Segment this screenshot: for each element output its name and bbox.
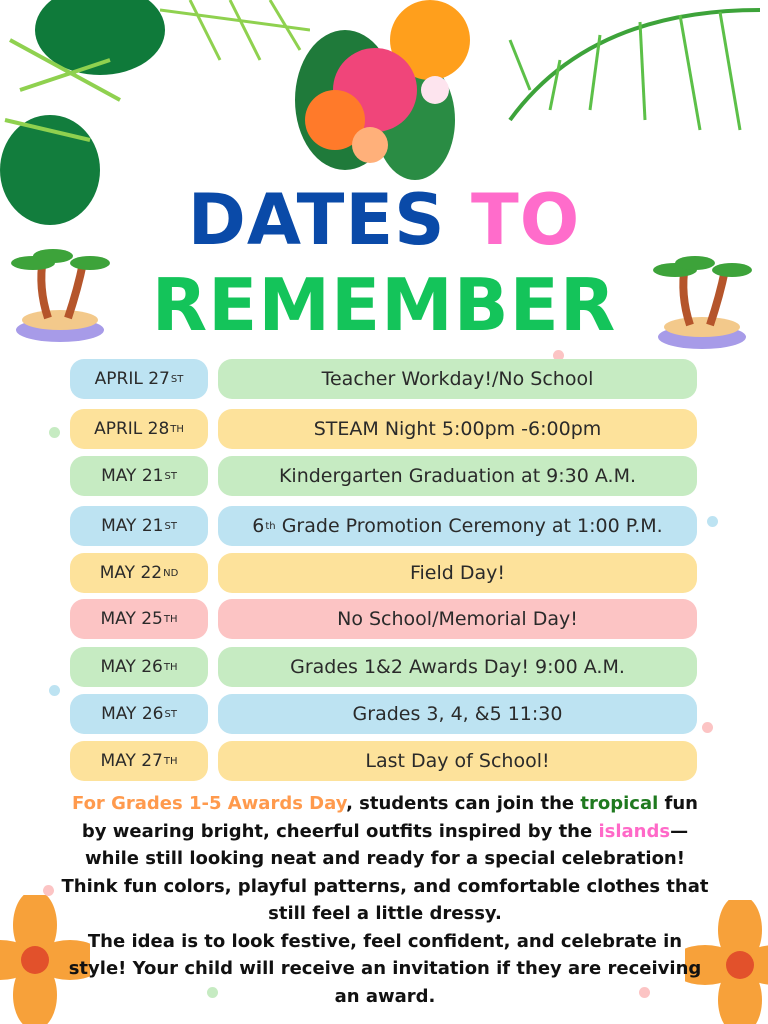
date-text: APRIL 27 bbox=[94, 369, 170, 389]
event-prefix: 6 bbox=[252, 515, 265, 537]
event-description bbox=[218, 506, 697, 546]
event-prefix-suffix: th bbox=[265, 520, 276, 532]
event-date bbox=[70, 359, 208, 399]
date-text: MAY 22 bbox=[99, 563, 163, 583]
event-text: Grades 3, 4, &5 11:30 bbox=[352, 703, 563, 725]
event-text: Last Day of School! bbox=[365, 750, 550, 772]
date-suffix: ST bbox=[164, 470, 177, 482]
event-description bbox=[218, 553, 697, 593]
event-date bbox=[70, 647, 208, 687]
decor-dot bbox=[702, 722, 713, 733]
note-highlight-awards: For Grades 1-5 Awards Day bbox=[72, 793, 347, 814]
title-to: TO bbox=[470, 179, 581, 261]
decor-dot bbox=[707, 516, 718, 527]
date-text: MAY 25 bbox=[100, 609, 163, 629]
event-date bbox=[70, 456, 208, 496]
event-description bbox=[218, 599, 697, 639]
note-text: The idea is to look festive, feel confident, and celebrate in style! Your child will receive an invitation if they are receiving an award. bbox=[68, 930, 702, 1007]
note-highlight-tropical: tropical bbox=[580, 793, 659, 814]
event-date bbox=[70, 506, 208, 546]
event-date bbox=[70, 741, 208, 781]
event-description bbox=[218, 647, 697, 687]
event-text: Field Day! bbox=[409, 562, 506, 584]
decor-dot bbox=[49, 427, 60, 438]
event-description bbox=[218, 694, 697, 734]
event-text: Teacher Workday!/No School bbox=[321, 368, 594, 390]
date-suffix: TH bbox=[163, 613, 178, 625]
event-text: Kindergarten Graduation at 9:30 A.M. bbox=[278, 465, 637, 487]
title-dates: DATES bbox=[187, 179, 446, 261]
note-highlight-islands: islands bbox=[598, 820, 671, 842]
palm-leaves-icon bbox=[470, 0, 768, 150]
date-suffix: ST bbox=[170, 373, 184, 385]
event-date bbox=[70, 409, 208, 449]
date-suffix: ST bbox=[164, 520, 177, 532]
page-title-line2: REMEMBER bbox=[151, 263, 617, 347]
note-text: , students can join the bbox=[346, 793, 581, 814]
event-description bbox=[218, 741, 697, 781]
event-description bbox=[218, 409, 697, 449]
event-text: No School/Memorial Day! bbox=[337, 608, 578, 630]
date-suffix: TH bbox=[163, 755, 178, 767]
decor-dot bbox=[43, 885, 54, 896]
date-text: MAY 27 bbox=[100, 751, 163, 771]
event-text: Grades 1&2 Awards Day! 9:00 A.M. bbox=[290, 656, 625, 678]
event-date bbox=[70, 553, 208, 593]
date-text: APRIL 28 bbox=[94, 419, 170, 439]
date-text: MAY 26 bbox=[100, 657, 163, 677]
date-text: MAY 21 bbox=[101, 466, 164, 486]
awards-note bbox=[60, 790, 710, 1010]
date-suffix: ST bbox=[164, 708, 177, 720]
event-text: STEAM Night 5:00pm -6:00pm bbox=[313, 418, 602, 440]
date-suffix: ND bbox=[163, 567, 179, 579]
hibiscus-flowers-icon bbox=[285, 0, 475, 190]
decor-dot bbox=[49, 685, 60, 696]
event-description bbox=[218, 359, 697, 399]
event-date bbox=[70, 694, 208, 734]
date-text: MAY 21 bbox=[101, 516, 164, 536]
date-suffix: TH bbox=[170, 423, 184, 435]
event-text: Grade Promotion Ceremony at 1:00 P.M. bbox=[281, 515, 663, 537]
page-title-line1 bbox=[0, 178, 768, 262]
date-suffix: TH bbox=[163, 661, 178, 673]
event-description bbox=[218, 456, 697, 496]
note-text: fun by wearing bright, cheerful outfits inspired by the bbox=[81, 793, 698, 842]
date-text: MAY 26 bbox=[101, 704, 164, 724]
event-date bbox=[70, 599, 208, 639]
note-text: —while still looking neat and ready for a special celebration! Think fun colors, playful patterns, and comfortable clothes that still feel a little dressy. bbox=[61, 820, 709, 924]
